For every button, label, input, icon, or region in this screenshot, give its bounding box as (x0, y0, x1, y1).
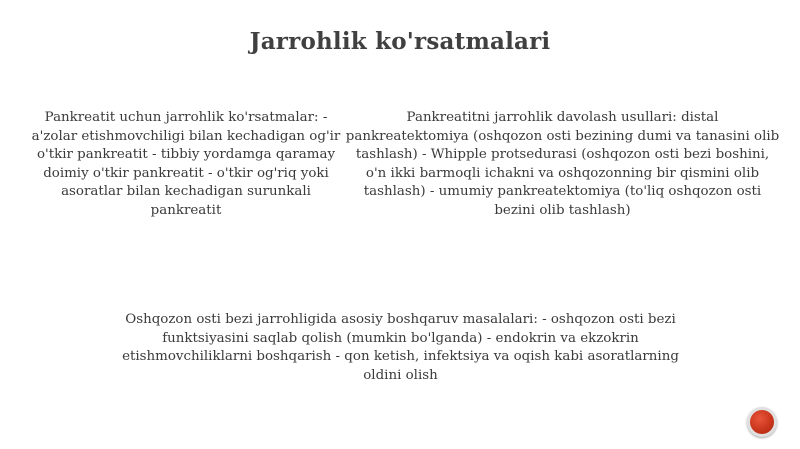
circle-nav-icon (750, 410, 774, 434)
next-slide-button[interactable] (747, 407, 777, 437)
slide-title: Jarrohlik ko'rsatmalari (249, 28, 551, 55)
left-text-block: Pankreatit uchun jarrohlik ko'rsatmalar: - a'zolar etishmovchiligi bilan kechadigan og'ir o'tkir pankreatit - tibbiy yordamga qaramay doimiy o'tkir pankreatit - o'tkir og'riq yoki asoratlar bilan kechadigan surunkali pankreatit (31, 110, 341, 218)
bottom-text-block: Oshqozon osti bezi jarrohligida asosiy boshqaruv masalalari: - oshqozon osti bezi funktsiyasini saqlab qolish (mumkin bo'lganda) - endokrin va ekzokrin etishmovchiliklarni boshqarish - qon ketish, infektsiya va oqish kabi asoratlarning oldini olish (122, 312, 679, 383)
right-text-block: Pankreatitni jarrohlik davolash usullari: distal pankreatektomiya (oshqozon osti bezining dumi va tanasini olib tashlash) - Whipple protsedurasi (oshqozon osti bezi boshini, o'n ikki barmoqli ichakni va oshqozonning bir qismini olib tashlash) - umumiy pankreatektomiya (to'liq oshqozon osti bezini olib tashlash) (345, 110, 780, 218)
